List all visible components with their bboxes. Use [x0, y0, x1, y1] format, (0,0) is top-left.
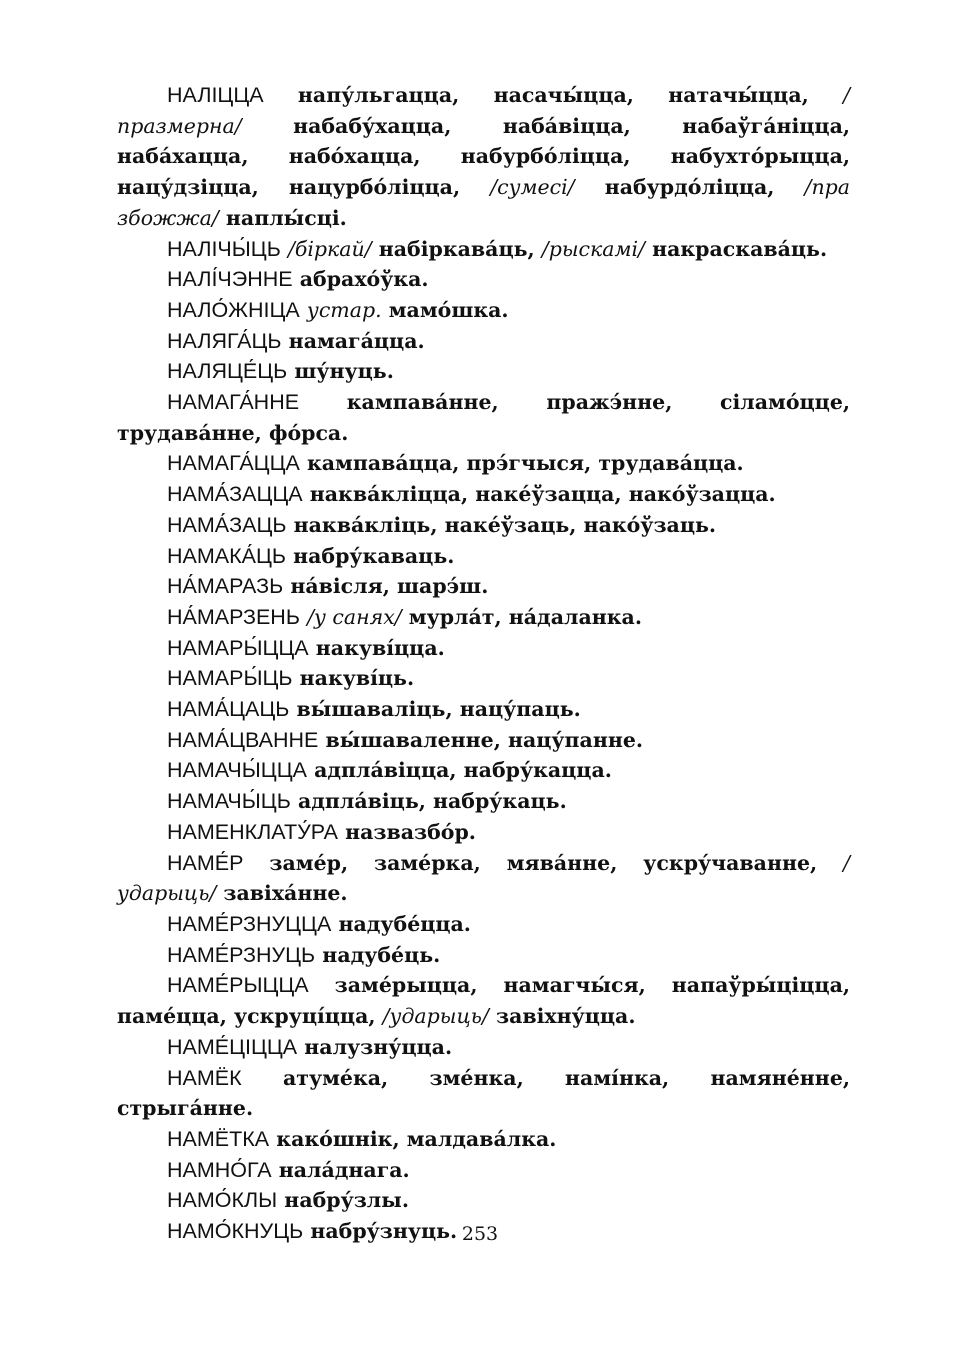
page-number: 253 [461, 1223, 499, 1245]
entry-note: /біркай/ [287, 236, 372, 261]
entry-headword: НАМЕ́Р [167, 850, 244, 875]
entry-synonyms: набурдо́ліцца, [574, 175, 805, 200]
dictionary-entry [117, 1063, 850, 1124]
entry-synonyms: набру́знуць. [303, 1219, 458, 1244]
dictionary-entry [117, 1124, 850, 1155]
entry-note: /у санях/ [307, 604, 402, 629]
entry-headword: НАМНО́ГА [167, 1157, 272, 1182]
entry-headword: НАМА́ЦВАННЕ [167, 727, 319, 752]
dictionary-entry [117, 356, 850, 387]
dictionary-entry [117, 909, 850, 940]
dictionary-entry [117, 848, 850, 909]
dictionary-entry [117, 80, 850, 234]
dictionary-entry [117, 1032, 850, 1063]
entry-synonyms [300, 298, 307, 322]
entry-synonyms [281, 237, 288, 261]
entry-headword: НАМА́ЗАЦЬ [167, 512, 287, 537]
entry-synonyms: наплы́сці. [218, 205, 347, 230]
entry-headword: НАМЁК [167, 1065, 242, 1090]
entry-synonyms: кампава́нне, пражэ́нне, сіламо́цце, трудава́нне, фо́рса. [117, 390, 850, 445]
entry-headword: НАЛЯГА́ЦЬ [167, 328, 282, 353]
entry-headword: НАЛІ́ЧЭННЕ [167, 267, 293, 292]
entry-synonyms: наква́кліцца, наке́ўзацца, нако́ўзацца. [302, 482, 776, 507]
dictionary-entry [117, 234, 850, 265]
dictionary-entry [117, 940, 850, 971]
dictionary-entry [117, 755, 850, 786]
entry-headword: НАМАГА́ННЕ [167, 390, 300, 415]
entry-synonyms: набру́каваць. [286, 543, 455, 568]
dictionary-entry [117, 448, 850, 479]
dictionary-entry [117, 571, 850, 602]
entry-headword: НАМО́КЛЫ [167, 1188, 278, 1213]
entry-headword: НА́МАРЗЕНЬ [167, 604, 300, 629]
entry-synonyms: накуві́цца. [308, 635, 445, 660]
entry-note: /ударыць/ [117, 850, 850, 906]
entry-synonyms: шу́нуць. [287, 359, 394, 384]
entry-headword: НАМЕ́РЗНУЦЬ [167, 942, 316, 967]
dictionary-entry [117, 387, 850, 448]
entry-synonyms: завіха́нне. [216, 881, 348, 906]
entry-headword: НАЛО́ЖНІЦА [167, 297, 300, 322]
entry-synonyms: мамо́шка. [381, 297, 509, 322]
entry-headword: НАМАГА́ЦЦА [167, 451, 300, 476]
entry-note: устар. [306, 297, 382, 322]
entry-headword: НАЛІЧЫ́ЦЬ [167, 236, 281, 261]
entry-synonyms: вы́шаваленне, нацу́панне. [318, 727, 644, 752]
entry-synonyms: надубе́ць. [315, 942, 441, 967]
entry-synonyms: накраскава́ць. [644, 236, 828, 261]
entry-synonyms: заме́рыцца, намагчы́ся, напаўры́ціцца, паме́цца, ускруці́цца, [117, 973, 850, 1029]
dictionary-entry [117, 326, 850, 357]
entry-note: /ударыць/ [382, 1004, 489, 1029]
entry-synonyms: завіхну́цца. [488, 1004, 636, 1029]
entry-synonyms: наква́кліць, наке́ўзаць, нако́ўзаць. [286, 512, 717, 537]
entry-synonyms: кампава́цца, прэ́гчыся, трудава́цца. [299, 451, 744, 476]
dictionary-page [117, 80, 850, 1247]
entry-synonyms: налузну́цца. [297, 1034, 453, 1059]
entry-synonyms: заме́р, заме́рка, мява́нне, ускру́чаванне, [243, 850, 844, 875]
entry-headword: НАМА́ЗАЦЦА [167, 482, 303, 507]
dictionary-entry [117, 694, 850, 725]
entry-synonyms: назвазбо́р. [337, 819, 476, 844]
entry-synonyms: атуме́ка, зме́нка, намі́нка, намяне́нне, стрыга́нне. [117, 1065, 850, 1121]
entry-headword: НАЛІЦЦА [167, 83, 264, 107]
entry-headword: НАМАЧЫ́ЦЦА [167, 758, 307, 783]
dictionary-entry [117, 541, 850, 572]
entry-headword: НАМЕНКЛАТУ́РА [167, 819, 338, 844]
entry-headword: НАМАРЫ́ЦЦА [167, 635, 309, 660]
dictionary-entry [117, 633, 850, 664]
entry-synonyms: вы́шаваліць, нацу́паць. [289, 697, 581, 722]
entry-note: /празмерна/ [117, 83, 850, 138]
entry-headword: НАМЕ́ЦІЦЦА [167, 1034, 298, 1059]
entry-synonyms: набру́злы. [277, 1188, 409, 1213]
entry-synonyms: адпла́віць, набру́каць. [290, 789, 567, 814]
entry-headword: НАМЕ́РЗНУЦЦА [167, 911, 332, 936]
entry-synonyms: на́вісля, шарэ́ш. [283, 574, 489, 599]
entry-synonyms: абрахо́ўка. [292, 267, 429, 292]
entry-headword: НА́МАРАЗЬ [167, 574, 284, 599]
dictionary-entry [117, 1155, 850, 1186]
dictionary-entry [117, 295, 850, 326]
entry-note: /пра збожжа/ [117, 175, 851, 230]
dictionary-entry [117, 479, 850, 510]
dictionary-entry [117, 602, 850, 633]
entry-headword: НАМАЧЫ́ЦЬ [167, 789, 291, 814]
entry-headword: НАМЁТКА [167, 1126, 270, 1151]
dictionary-entry [117, 264, 850, 295]
dictionary-entry [117, 663, 850, 694]
entry-synonyms: набіркава́ць, [371, 236, 542, 261]
entry-synonyms: нала́днага. [271, 1157, 410, 1182]
dictionary-entry [117, 970, 850, 1031]
entry-synonyms: како́шнік, малдава́лка. [269, 1126, 557, 1151]
dictionary-entry [117, 510, 850, 541]
entry-synonyms: накуві́ць. [292, 666, 415, 691]
entry-note: /рыскамі/ [541, 236, 645, 261]
entry-headword: НАМАРЫ́ЦЬ [167, 666, 293, 691]
entry-headword: НАЛЯЦЕ́ЦЬ [167, 359, 288, 384]
entry-note: /сумесі/ [490, 175, 575, 200]
entry-synonyms: напу́льгацца, насачы́цца, натачы́цца, [263, 83, 844, 107]
entry-synonyms: набабу́хацца, наба́віцца, набаўга́ніцца, наба́хацца, набо́хацца, набурбо́ліцца, набухто́рыцца, нацу́дзіцца, нацурбо́ліцца, [117, 113, 850, 200]
dictionary-entry [117, 817, 850, 848]
entry-synonyms: адпла́віцца, набру́кацца. [306, 758, 612, 783]
entry-synonyms: надубе́цца. [331, 911, 471, 936]
dictionary-entry [117, 725, 850, 756]
entry-headword: НАМО́КНУЦЬ [167, 1219, 304, 1244]
entry-headword: НАМЕ́РЫЦЦА [167, 973, 309, 998]
dictionary-entry [117, 786, 850, 817]
dictionary-entry [117, 1185, 850, 1216]
entry-synonyms: мурла́т, на́даланка. [401, 604, 642, 629]
entry-headword: НАМАКА́ЦЬ [167, 543, 286, 568]
entry-synonyms: намага́цца. [281, 328, 425, 353]
entry-headword: НАМА́ЦАЦЬ [167, 697, 290, 722]
